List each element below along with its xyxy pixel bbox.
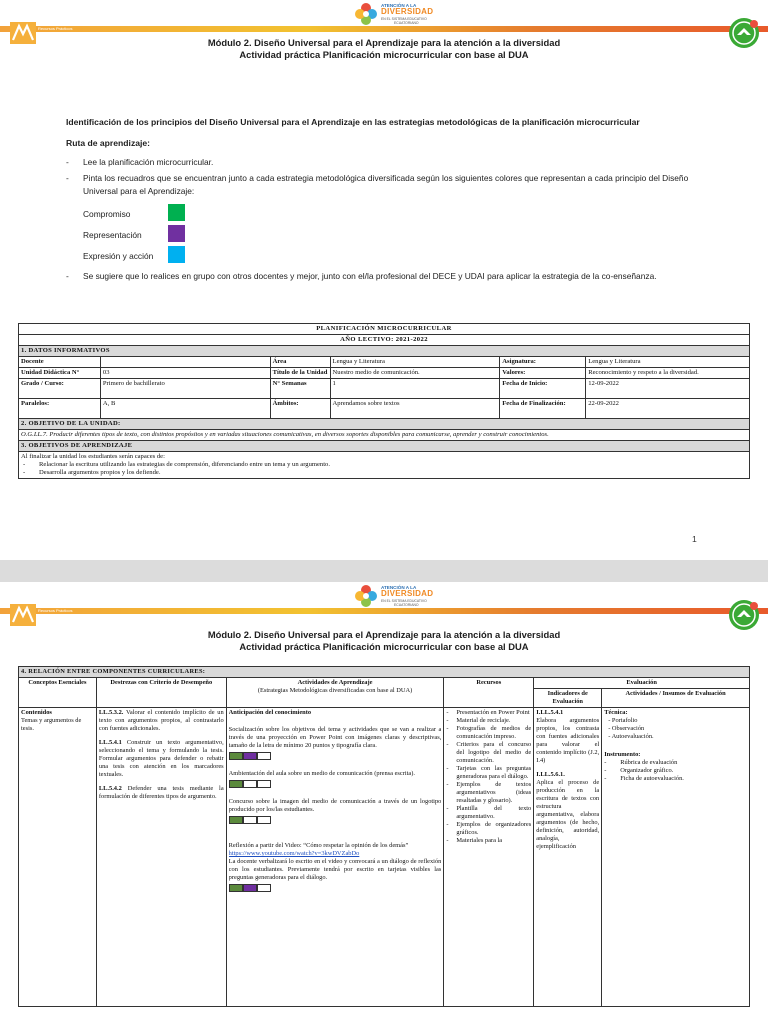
header-band xyxy=(0,26,768,32)
semanas-label: N° Semanas xyxy=(270,379,330,399)
unidad-label: Unidad Didáctica N° xyxy=(19,368,101,379)
bullet-text: Se sugiere que lo realices en grupo con otros docentes y mejor, junto con el/la profesional del DECE y UDAI para aplicar la estrategia de la co-enseñanza. xyxy=(83,271,657,281)
docente-value xyxy=(100,357,270,368)
dua-box-compromiso[interactable] xyxy=(229,780,243,788)
dua-color-boxes[interactable] xyxy=(229,816,442,824)
ministry-logo-icon xyxy=(10,604,36,626)
destrezas-cell xyxy=(96,708,226,1007)
inicio-label: Fecha de Inicio: xyxy=(500,379,586,399)
tecnica-title: Técnica: xyxy=(604,709,628,716)
objetivo-text: O.G.LL.7. Producir diferentes tipos de texto, con distintos propósitos y en variadas situaciones comunicativas, en diversos soportes disponibles para comunicarse, aprender y construir conocimientos. xyxy=(19,430,750,441)
tecnica-item: - Portafolio xyxy=(608,717,638,724)
header-destrezas: Destrezas con Criterio de Desempeño xyxy=(96,678,226,708)
instrumento-item: - Organizador gráfico. xyxy=(604,767,747,775)
header-actividades-title: Actividades de Aprendizaje xyxy=(297,679,373,686)
swatch-compromiso xyxy=(168,204,185,221)
recurso-item: - Ejemplos de organizadores gráficos. xyxy=(446,821,531,837)
unidad-value: 03 xyxy=(100,368,270,379)
diversity-flower-icon xyxy=(354,584,378,608)
tecnica-text: Observación xyxy=(611,725,645,732)
objetivo-item: - Desarrolla argumentos propios y los defiende. xyxy=(23,469,747,477)
header-actividades-subtitle: (Estrategias Metodológicas diversificadas con base al DUA) xyxy=(257,687,413,694)
destreza-code: LL.5.3.2. xyxy=(98,709,124,716)
video-description: La docente verbalizará lo escrito en el video y convocará a un diálogo de reflexión con los estudiantes. Previamente tendrá por escrito en tarjetas visibles las preguntas generadoras para el diálogo. xyxy=(228,858,442,881)
tecnica-text: Autoevaluación. xyxy=(611,733,654,740)
learning-route-heading: Ruta de aprendizaje: xyxy=(66,138,151,148)
dua-box-expresion[interactable] xyxy=(257,780,271,788)
plan-title: PLANIFICACIÓN MICROCURRICULAR xyxy=(19,324,750,335)
tecnica-item: - Observación xyxy=(608,725,645,732)
recurso-item: - Fotografías de medios de comunicación impreso. xyxy=(446,725,531,741)
logo-line-2: DIVERSIDAD xyxy=(381,589,434,598)
conceptos-text: Temas y argumentos de tesis. xyxy=(21,717,82,732)
page-gap xyxy=(0,560,768,582)
actividad-text: Concurso sobre la imagen del medio de comunicación a través de un logotipo producido por los/las estudiantes. xyxy=(228,798,442,813)
finalizacion-value: 22-09-2022 xyxy=(586,399,750,419)
header-tecnicas: Actividades / Insumos de Evaluación xyxy=(602,689,750,708)
recurso-item: - Presentación en Power Point xyxy=(446,709,531,717)
recursos-cell xyxy=(444,708,534,1007)
area-label: Área xyxy=(270,357,330,368)
tecnicas-cell xyxy=(602,708,750,1007)
section-objetivos-aprendizaje: 3. OBJETIVOS DE APRENDIZAJE xyxy=(19,441,750,452)
area-value: Lengua y Literatura xyxy=(330,357,500,368)
actividad-text: Ambientación del aula sobre un medio de comunicación (prensa escrita). xyxy=(228,770,415,777)
legend-label-representacion: Representación xyxy=(83,230,142,240)
objetivos-aprendizaje-cell xyxy=(19,452,750,479)
ambitos-value: Aprendamos sobre textos xyxy=(330,399,500,419)
objetivo-item: - Relacionar la escritura utilizando las estrategias de comprensión, diferenciando entre un tema y un argumento. xyxy=(23,461,747,469)
recurso-item: - Plantilla del texto argumentativo. xyxy=(446,805,531,821)
dua-box-representacion[interactable] xyxy=(243,816,257,824)
instrumento-title: Instrumento: xyxy=(604,751,641,758)
dua-box-compromiso[interactable] xyxy=(229,816,243,824)
asignatura-value: Lengua y Literatura xyxy=(586,357,750,368)
plan-year: AÑO LECTIVO: 2021-2022 xyxy=(19,335,750,346)
dua-box-representacion[interactable] xyxy=(243,884,257,892)
indicador-code: I.LL.5.6.1. xyxy=(536,771,565,778)
dua-box-representacion[interactable] xyxy=(243,780,257,788)
destreza-code: LL.5.4.1 xyxy=(98,739,122,746)
microcurricular-plan-table xyxy=(18,323,750,479)
identification-heading: Identificación de los principios del Diseño Universal para el Aprendizaje en las estrategias metodológicas de la planificación microcurricular xyxy=(66,117,640,127)
header-evaluacion: Evaluación xyxy=(534,678,750,689)
actividades-title: Anticipación del conocimiento xyxy=(228,709,312,716)
indicador-item xyxy=(536,771,599,851)
diversity-flower-icon xyxy=(354,2,378,26)
conceptos-title: Contenidos xyxy=(21,709,52,716)
activity-title: Actividad práctica Planificación microcurricular con base al DUA xyxy=(239,641,529,652)
logo-line-1: ATENCIÓN A LA xyxy=(381,3,417,8)
swatch-representacion xyxy=(168,225,185,242)
destreza-text: Construir un texto argumentativo, seleccionando el tema y formulando la tesis. Formular argumentos para defender o rebatir una tesis con atención en los marcadores textuales. xyxy=(98,739,224,778)
dua-box-compromiso[interactable] xyxy=(229,884,243,892)
diversity-logo xyxy=(354,2,450,26)
tecnica-text: Portafolio xyxy=(611,717,638,724)
semanas-value: 1 xyxy=(330,379,500,399)
inicio-value: 12-09-2022 xyxy=(586,379,750,399)
recurso-item: - Tarjetas con las preguntas generadoras para el diálogo. xyxy=(446,765,531,781)
section-datos: 1. DATOS INFORMATIVOS xyxy=(19,346,750,357)
destreza-item xyxy=(99,739,224,779)
video-intro-text: Reflexión a partir del Video: “Cómo respetar la opinión de los demás” xyxy=(228,842,409,849)
section-relacion: 4. RELACIÓN ENTRE COMPONENTES CURRICULARES: xyxy=(19,667,750,678)
logo-line-4: ECUATORIANO xyxy=(394,603,419,607)
indicador-text: Aplica el proceso de producción en la escritura de textos con estructura argumentativa, elabora argumentos (de hecho, definición, autoridad, analogía, ejemplificación xyxy=(536,779,600,850)
header-actividades xyxy=(226,678,444,708)
instrumento-item: - Rúbrica de evaluación xyxy=(604,759,747,767)
page-number: 1 xyxy=(692,534,697,544)
document-page-1: Recursos Prácticos ATENCIÓN A LA DIVERSIDAD EN EL SISTEMA EDUCATIVO ECUATORIANO Módulo 2. Diseño Universal para el Aprendizaje para la atención a la diversidad Actividad práctica Planificación microcurricular con base al DUA Identificación de los principios del Diseño Universal para el Aprendizaje en las estrategias metodológicas de la planificación microcurricular Ruta de aprendizaje: - Lee la planificación microcurricular. - Pinta los recuadros que se encuentran junto a cada estrategia metodológica diversificada según los siguientes colores que representan a cada principio del Diseño Universal para el Aprendizaje: Compromiso Representación Expresión y acción - Se sugiere que lo realices en grupo con otros docentes y mejor, junto con el/la profesional del DECE y UDAI para aplicar la estrategia de la co-enseñanza. PLANIFICACIÓN MICROCURRICULAR AÑO LECTIVO: 2021-2022 1. DATOS INFORMATIVOS Docente Área Lengua y Literatura Asignatura: Lengua y Literatura Unidad Didáctica N° 03 Título de la Unidad Nuestro medio de comunicación. Valores: Reconocimiento y respeto a la diversidad. Grado / Curso: Primero de bachillerato N° Semanas 1 Fecha de Inicio: 12-09-2022 Paralelos: A, B Ámbitos: Aprendamos sobre textos Fecha de Finalización: 22-09-2022 2. OBJETIVO DE LA UNIDAD: O.G.LL.7. Producir diferentes tipos de texto, con distintos propósitos y en variadas situaciones comunicativas, en diversos soportes disponibles para comunicarse, aprender y construir conocimientos. 3. OBJETIVOS DE APRENDIZAJE Al finalizar la unidad los estudiantes serán capaces de: - Relacionar la escritura utilizando las estrategias de comprensión, diferenciando entre un tema y un argumento. - Desarrolla argumentos propios y los defiende. 1 xyxy=(0,0,768,560)
logo-line-2: DIVERSIDAD xyxy=(381,7,434,16)
section-objetivo: 2. OBJETIVO DE LA UNIDAD: xyxy=(19,419,750,430)
header-band-text: Recursos Prácticos xyxy=(38,608,73,613)
education-seal-icon xyxy=(727,598,761,632)
swatch-expresion xyxy=(168,246,185,263)
valores-value: Reconocimiento y respeto a la diversidad. xyxy=(586,368,750,379)
paralelos-value: A, B xyxy=(100,399,270,419)
tecnica-item: - Autoevaluación. xyxy=(608,733,654,740)
valores-label: Valores: xyxy=(500,368,586,379)
recurso-item: - Materiales para la xyxy=(446,837,531,845)
logo-line-3: EN EL SISTEMA EDUCATIVO xyxy=(381,599,427,603)
dua-box-compromiso[interactable] xyxy=(229,752,243,760)
destreza-item xyxy=(99,709,224,733)
paralelos-label: Paralelos: xyxy=(19,399,101,419)
header-conceptos: Conceptos Esenciales xyxy=(19,678,97,708)
indicadores-cell xyxy=(534,708,602,1007)
recurso-item: - Material de reciclaje. xyxy=(446,717,531,725)
module-title: Módulo 2. Diseño Universal para el Aprendizaje para la atención a la diversidad xyxy=(207,37,561,48)
activity-title: Actividad práctica Planificación microcurricular con base al DUA xyxy=(239,49,529,60)
logo-line-3: EN EL SISTEMA EDUCATIVO xyxy=(381,17,427,21)
indicador-item xyxy=(536,709,599,765)
header-indicadores: Indicadores de Evaluación xyxy=(534,689,602,708)
module-title: Módulo 2. Diseño Universal para el Aprendizaje para la atención a la diversidad xyxy=(207,629,561,640)
destreza-text: Valorar el contenido implícito de un texto con argumentos propios, al contrastarlo con fuentes adicionales. xyxy=(98,709,224,732)
document-page-2 xyxy=(0,582,768,1024)
recurso-item: - Ejemplos de textos argumentativos (ideas resaltadas y glosario). xyxy=(446,781,531,805)
recurso-item: - Criterios para el concurso del logotipo del medio de comunicación. xyxy=(446,741,531,765)
indicador-code: I.LL.5.4.1 xyxy=(536,709,564,716)
logo-line-1: ATENCIÓN A LA xyxy=(381,585,417,590)
actividades-cell xyxy=(226,708,444,1007)
diversity-logo xyxy=(354,584,450,608)
header-recursos: Recursos xyxy=(444,678,534,708)
logo-line-4: ECUATORIANO xyxy=(394,21,419,25)
legend-label-compromiso: Compromiso xyxy=(83,209,131,219)
finalizacion-label: Fecha de Finalización: xyxy=(500,399,586,419)
dua-box-expresion[interactable] xyxy=(257,816,271,824)
dua-color-boxes[interactable] xyxy=(229,752,442,760)
header-band-text: Recursos Prácticos xyxy=(38,26,73,31)
dua-box-representacion[interactable] xyxy=(243,752,257,760)
instrumento-item: - Ficha de autoevaluación. xyxy=(604,775,747,783)
actividad-text: Socialización sobre los objetivos del tema y actividades que se van a realizar a través de una proyección en Power Point con imágenes claras y descriptivas, tamaño de la letra de mínimo 20 puntos y tipografía clara. xyxy=(228,726,442,749)
destreza-item xyxy=(99,785,224,801)
indicador-text: Elabora argumentos propios, los contrasta con fuentes adicionales para valorar el contenido implícito (J.2, I.4) xyxy=(536,717,600,764)
destreza-text: Defender una tesis mediante la formulación de diferentes tipos de argumento. xyxy=(98,785,224,800)
docente-label: Docente xyxy=(19,357,101,368)
conceptos-cell xyxy=(19,708,97,1007)
header-band xyxy=(0,608,768,614)
grado-label: Grado / Curso: xyxy=(19,379,101,399)
dua-color-boxes[interactable] xyxy=(229,884,442,892)
dua-color-boxes[interactable] xyxy=(229,780,442,788)
titulo-value: Nuestro medio de comunicación. xyxy=(330,368,500,379)
video-link[interactable]: https://www.youtube.com/watch?v=3kwDVZabDo xyxy=(228,850,360,857)
objetivos-intro: Al finalizar la unidad los estudiantes serán capaces de: xyxy=(21,453,165,460)
curricular-components-table xyxy=(18,666,750,1007)
dua-box-expresion[interactable] xyxy=(257,884,271,892)
bullet-text: Pinta los recuadros que se encuentran junto a cada estrategia metodológica diversificada según los siguientes colores que representan a cada principio del Diseño Universal para el Aprendizaje: xyxy=(83,173,689,196)
ambitos-label: Ámbitos: xyxy=(270,399,330,419)
bullet-text: Lee la planificación microcurricular. xyxy=(83,157,214,167)
asignatura-label: Asignatura: xyxy=(500,357,586,368)
dua-box-expresion[interactable] xyxy=(257,752,271,760)
titulo-label: Título de la Unidad xyxy=(270,368,330,379)
destreza-code: LL.5.4.2 xyxy=(98,785,122,792)
grado-value: Primero de bachillerato xyxy=(100,379,270,399)
legend-label-expresion: Expresión y acción xyxy=(83,251,154,261)
